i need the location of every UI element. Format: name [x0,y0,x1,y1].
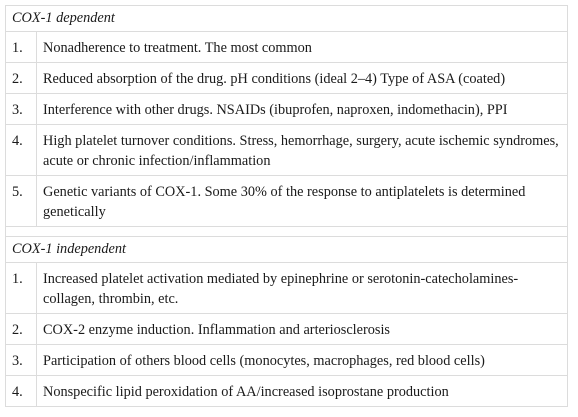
causes-table [5,5,568,407]
item-text: Genetic variants of COX-1. Some 30% of the response to antiplatelets is determined genetically [37,176,568,227]
item-number: 3. [6,345,37,376]
section-header-cox1-dependent [6,6,568,32]
item-text: Nonadherence to treatment. The most common [37,32,568,63]
item-number: 2. [6,314,37,345]
section-header-cox1-independent [6,237,568,263]
table-row [6,263,568,314]
item-text: COX-2 enzyme induction. Inflammation and arteriosclerosis [37,314,568,345]
item-number: 4. [6,125,37,176]
section-title: COX-1 independent [6,237,568,263]
item-number: 2. [6,63,37,94]
table-row [6,176,568,227]
item-text: Nonspecific lipid peroxidation of AA/increased isoprostane production [37,376,568,407]
table-row [6,314,568,345]
item-number: 1. [6,263,37,314]
item-text: Increased platelet activation mediated by epinephrine or serotonin-catecholamines-collagen, thrombin, etc. [37,263,568,314]
table-row [6,63,568,94]
item-text: Participation of others blood cells (monocytes, macrophages, red blood cells) [37,345,568,376]
item-number: 5. [6,176,37,227]
section-title: COX-1 dependent [6,6,568,32]
table-row [6,94,568,125]
item-number: 4. [6,376,37,407]
item-text: Reduced absorption of the drug. pH conditions (ideal 2–4) Type of ASA (coated) [37,63,568,94]
table-row [6,32,568,63]
item-text: Interference with other drugs. NSAIDs (ibuprofen, naproxen, indomethacin), PPI [37,94,568,125]
item-number: 1. [6,32,37,63]
item-number: 3. [6,94,37,125]
table-row [6,376,568,407]
table-row [6,345,568,376]
table-row [6,125,568,176]
item-text: High platelet turnover conditions. Stress, hemorrhage, surgery, acute ischemic syndromes, acute or chronic infection/inflammation [37,125,568,176]
section-divider [6,227,568,237]
